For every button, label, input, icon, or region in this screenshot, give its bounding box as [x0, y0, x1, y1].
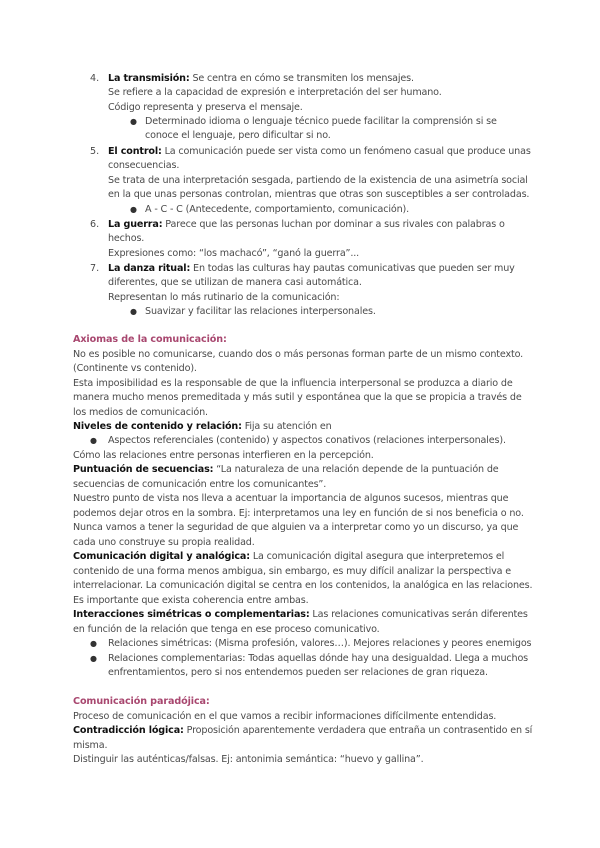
paradojica-line-4: Distinguir las auténticas/falsas. Ej: antonimia semántica: “huevo y gallina”.	[73, 754, 424, 765]
interacciones-bullet-1: Relaciones simétricas: (Misma profesión, valores…). Mejores relaciones y peores enemigos	[108, 638, 532, 649]
list-number-5: 5.	[90, 146, 100, 157]
item-7-first-line	[108, 262, 515, 276]
item-4-line-2: Se refiere a la capacidad de expresión e interpretación del ser humano.	[108, 87, 442, 98]
list-number-7: 7.	[90, 263, 100, 274]
interacciones-bullet-2-line-2: enfrentamientos, pero si nos entendemos pueden ser relaciones de gran riqueza.	[108, 667, 488, 678]
niveles-line-3: Cómo las relaciones entre personas interfieren en la percepción.	[73, 450, 374, 461]
puntuacion-text: “La naturaleza de una relación depende de la puntuación de	[213, 464, 499, 475]
item-6-title: La guerra:	[108, 219, 163, 230]
item-4-bullet-line-1: Determinado idioma o lenguaje técnico puede facilitar la comprensión si se	[145, 116, 497, 127]
bullet-icon: ●	[130, 205, 137, 214]
puntuacion-first-line	[73, 463, 499, 477]
digital-title: Comunicación digital y analógica:	[73, 551, 250, 562]
axiomas-heading: Axiomas de la comunicación:	[73, 334, 227, 345]
interacciones-first-line	[73, 608, 528, 622]
item-5-first-line	[108, 145, 531, 159]
digital-line-3: interrelacionar. La comunicación digital se centra en los contenidos, la analógica en las relaciones.	[73, 580, 533, 591]
puntuacion-title: Puntuación de secuencias:	[73, 464, 214, 475]
paradojica-line-1: Proceso de comunicación en el que vamos a recibir informaciones difícilmente entendidas.	[73, 711, 497, 722]
item-4-first-line	[108, 72, 414, 86]
bullet-icon: ●	[90, 639, 97, 648]
item-4-title: La transmisión:	[108, 73, 190, 84]
item-5-line-3: Se trata de una interpretación sesgada, partiendo de la existencia de una asimetría social	[108, 175, 528, 186]
contradiccion-first-line	[73, 724, 532, 738]
interacciones-text: Las relaciones comunicativas serán diferentes	[309, 609, 528, 620]
axiomas-p1-line-1: No es posible no comunicarse, cuando dos o más personas forman parte de un mismo contexto.	[73, 349, 524, 360]
item-4-bullet-line-2: conoce el lenguaje, pero dificultar si no.	[145, 130, 331, 141]
interacciones-line-2: en función de la relación que tenga en ese proceso comunicativo.	[73, 624, 380, 635]
list-number-4: 4.	[90, 73, 100, 84]
puntuacion-line-4: podemos dejar otros en la sombra. Ej: interpretamos una ley en función de si nos beneficia o no.	[73, 508, 524, 519]
item-7-line-2: diferentes, que se utilizan de manera casi automática.	[108, 277, 362, 288]
axiomas-p1-line-2: (Continente vs contenido).	[73, 363, 197, 374]
bullet-icon: ●	[130, 117, 137, 126]
digital-line-4: Es importante que exista coherencia entre ambas.	[73, 595, 309, 606]
item-5-line-2: consecuencias.	[108, 160, 180, 171]
bullet-icon: ●	[90, 654, 97, 663]
item-7-title: La danza ritual:	[108, 263, 191, 274]
bullet-icon: ●	[130, 307, 137, 316]
niveles-bullet: Aspectos referenciales (contenido) y aspectos conativos (relaciones interpersonales).	[108, 435, 506, 446]
item-5-bullet: A - C - C (Antecedente, comportamiento, comunicación).	[145, 204, 410, 215]
item-5-line-4: en la que unas personas controlan, mientras que otras son susceptibles a ser controladas.	[108, 189, 530, 200]
axiomas-p2-line-3: los medios de comunicación.	[73, 407, 208, 418]
bullet-icon: ●	[90, 436, 97, 445]
item-7-line-3: Representan lo más rutinario de la comunicación:	[108, 292, 340, 303]
item-6-line-3: Expresiones como: “los machacó”, “ganó la guerra”...	[108, 248, 360, 259]
digital-first-line	[73, 550, 504, 564]
digital-line-2: contenido de una forma menos ambigua, sin embargo, es muy difícil analizar la perspectiva e	[73, 566, 512, 577]
niveles-text: Fija su atención en	[241, 421, 332, 432]
puntuacion-line-3: Nuestro punto de vista nos lleva a acentuar la importancia de algunos sucesos, mientras que	[73, 493, 509, 504]
item-6-text: Parece que las personas luchan por dominar a sus rivales con palabras o	[162, 219, 505, 230]
paradojica-heading: Comunicación paradójica:	[73, 696, 210, 707]
item-5-text: La comunicación puede ser vista como un fenómeno casual que produce unas	[161, 146, 531, 157]
axiomas-p2-line-1: Esta imposibilidad es la responsable de que la influencia interpersonal se produzca a diario de	[73, 378, 513, 389]
niveles-title: Niveles de contenido y relación:	[73, 421, 242, 432]
contradiccion-title: Contradicción lógica:	[73, 725, 184, 736]
interacciones-bullet-2-line-1: Relaciones complementarias: Todas aquellas dónde hay una desigualdad. Llega a muchos	[108, 653, 529, 664]
digital-text: La comunicación digital asegura que interpretemos el	[249, 551, 505, 562]
item-4-line-3: Código representa y preserva el mensaje.	[108, 102, 303, 113]
puntuacion-line-2: secuencias de comunicación entre los comunicantes”.	[73, 479, 327, 490]
item-6-line-2: hechos.	[108, 233, 145, 244]
interacciones-title: Interacciones simétricas o complementarias:	[73, 609, 310, 620]
puntuacion-line-5: Nunca vamos a tener la seguridad de que alguien va a interpretar como yo un discurso, ya que	[73, 522, 519, 533]
item-6-first-line	[108, 218, 505, 232]
item-5-title: El control:	[108, 146, 162, 157]
item-4-text: Se centra en cómo se transmiten los mensajes.	[189, 73, 414, 84]
list-number-6: 6.	[90, 219, 100, 230]
paradojica-line-3: misma.	[73, 740, 108, 751]
contradiccion-text: Proposición aparentemente verdadera que entraña un contrasentido en sí	[183, 725, 533, 736]
axiomas-p2-line-2: manera mucho menos premeditada y más sutil y espontánea que la que se propicia a través de	[73, 392, 522, 403]
puntuacion-line-6: cada uno construye su propia realidad.	[73, 537, 255, 548]
item-7-bullet: Suavizar y facilitar las relaciones interpersonales.	[145, 306, 376, 317]
niveles-first-line	[73, 420, 332, 434]
item-7-text: En todas las culturas hay pautas comunicativas que pueden ser muy	[190, 263, 515, 274]
